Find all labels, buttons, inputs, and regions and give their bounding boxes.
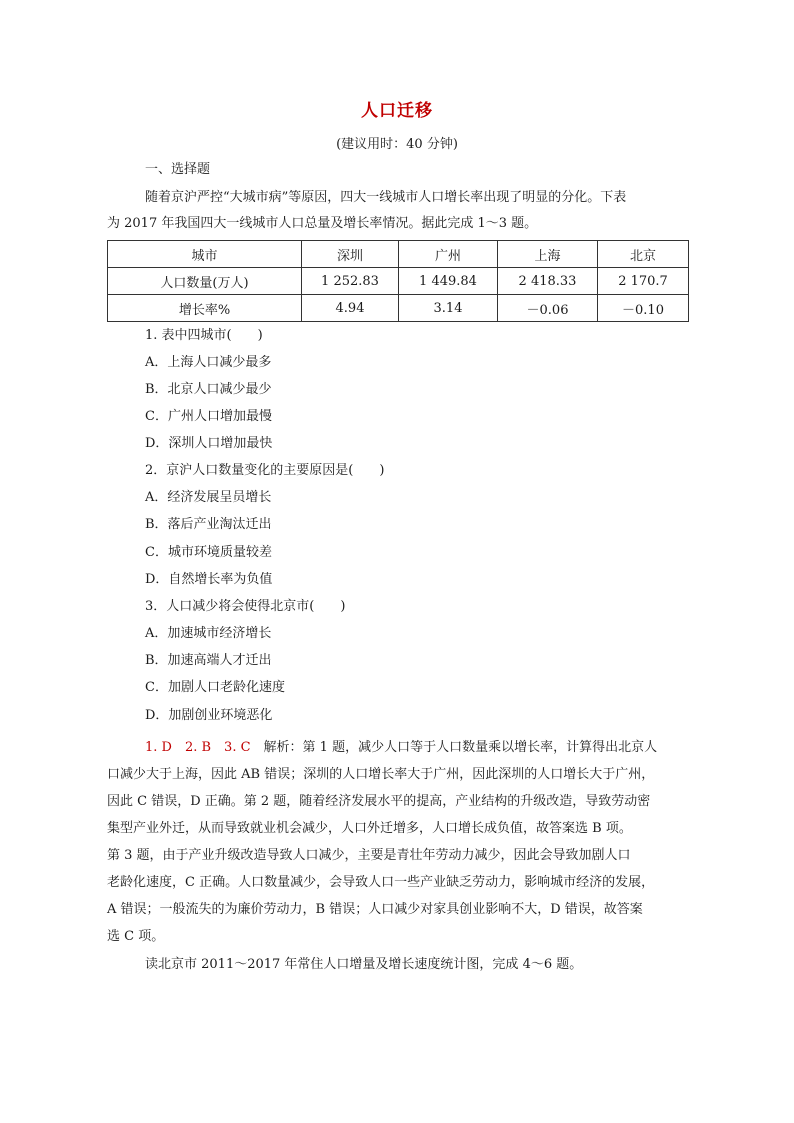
table-cell: 人口数量(万人): [108, 268, 302, 295]
question-1-option-c: C．广州人口增加最慢: [145, 409, 272, 424]
answer-text: 解析：第 1 题，减少人口等于人口数量乘以增长率，计算得出北京人: [263, 740, 658, 755]
answer-line: A 错误；一般流失的为廉价劳动力，B 错误；人口减少对家具创业影响不大，D 错误，故答案: [107, 902, 643, 917]
table-cell: 1 252.83: [302, 268, 399, 295]
answer-line: 因此 C 错误，D 正确。第 2 题，随着经济发展水平的提高，产业结构的升级改造，导致劳动密: [107, 794, 651, 809]
table-header-cell: 广州: [399, 241, 498, 268]
question-3-option-a: A．加速城市经济增长: [145, 626, 272, 641]
question-2-stem: 2．京沪人口数量变化的主要原因是( ): [145, 463, 385, 478]
question-3-option-d: D．加剧创业环境恶化: [145, 708, 273, 723]
answer-line: 集型产业外迁，从而导致就业机会减少，人口外迁增多，人口增长成负值，故答案选 B 项。: [107, 821, 632, 836]
section-heading: 一、选择题: [145, 162, 211, 177]
question-3-option-b: B．加速高端人才迁出: [145, 653, 272, 668]
next-questions-intro: 读北京市 2011～2017 年常住人口增量及增长速度统计图，完成 4～6 题。: [145, 957, 583, 972]
answer-explanation: [107, 734, 688, 950]
answer-line: 第 3 题，由于产业升级改造导致人口减少，主要是青壮年劳动力减少，因此会导致加剧人口: [107, 848, 631, 863]
table-header-cell: 城市: [108, 241, 302, 268]
suggested-time: (建议用时：40 分钟): [336, 137, 458, 152]
answer-line: 口减少大于上海，因此 AB 错误；深圳的人口增长率大于广州，因此深圳的人口增长大于广州，: [107, 767, 655, 782]
question-1-option-a: A．上海人口减少最多: [145, 355, 272, 370]
table-cell: 3.14: [399, 295, 498, 322]
table-header-row: [108, 241, 689, 268]
intro-text-line2: 为 2017 年我国四大一线城市人口总量及增长率情况。据此完成 1～3 题。: [107, 216, 538, 231]
table-cell: 2 418.33: [498, 268, 598, 295]
answer-line: 老龄化速度，C 正确。人口数量减少，会导致人口一些产业缺乏劳动力，影响城市经济的发展，: [107, 875, 655, 890]
intro-text-line1: 随着京沪严控“大城市病”等原因，四大一线城市人口增长率出现了明显的分化。下表: [145, 190, 627, 205]
answer-line: 选 C 项。: [107, 929, 165, 944]
table-header-cell: 北京: [598, 241, 689, 268]
population-table: [107, 240, 689, 322]
table-cell: －0.10: [598, 295, 689, 322]
question-2-option-b: B．落后产业淘汰迁出: [145, 517, 272, 532]
table-header-cell: 深圳: [302, 241, 399, 268]
table-row: [108, 268, 689, 295]
table-row: [108, 295, 689, 322]
answer-line: [107, 734, 688, 761]
table-cell: 增长率%: [108, 295, 302, 322]
question-3-stem: 3．人口减少将会使得北京市( ): [145, 599, 346, 614]
question-2-option-d: D．自然增长率为负值: [145, 572, 273, 587]
table-cell: 1 449.84: [399, 268, 498, 295]
question-2-option-a: A．经济发展呈员增长: [145, 490, 272, 505]
table-cell: 2 170.7: [598, 268, 689, 295]
question-1-option-d: D．深圳人口增加最快: [145, 436, 273, 451]
question-2-option-c: C．城市环境质量较差: [145, 545, 272, 560]
answer-keys: 1. D 2. B 3. C: [145, 740, 251, 755]
table-cell: －0.06: [498, 295, 598, 322]
question-1-stem: 1. 表中四城市( ): [145, 328, 263, 343]
question-1-option-b: B．北京人口减少最少: [145, 382, 272, 397]
table-cell: 4.94: [302, 295, 399, 322]
question-3-option-c: C．加剧人口老龄化速度: [145, 680, 285, 695]
table-header-cell: 上海: [498, 241, 598, 268]
page-title: 人口迁移: [361, 101, 433, 121]
